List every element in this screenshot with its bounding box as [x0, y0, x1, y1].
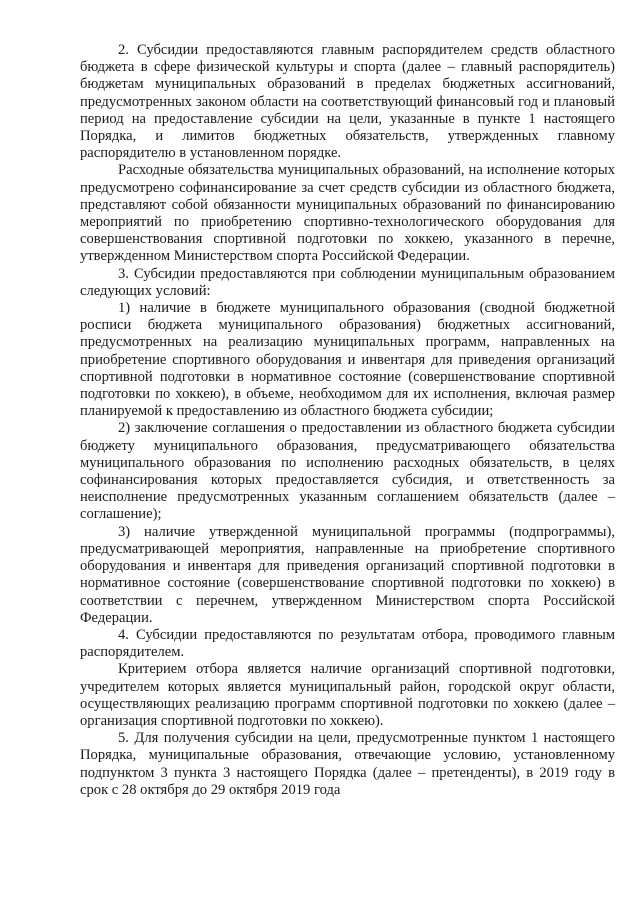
paragraph-condition-2: 2) заключение соглашения о предоставлении из областного бюджета субсидии бюджету муниципального образования, предусматривающего обязательства муниципального образования по исполнению расходных обязательств, в целях софинансирования которых предоставляется субсидия, и ответственность за неисполнение предусмотренных указанным соглашением обязательств (далее – соглашение); [80, 420, 615, 523]
paragraph-expenditure-obligations: Расходные обязательства муниципальных образований, на исполнение которых предусмотрено софинансирование за счет средств субсидии из областного бюджета, представляют собой обязанности муниципальных образований по финансированию мероприятий по приобретению спортивно-технологического оборудования для совершенствования спортивной подготовки по хоккею, указанного в перечне, утвержденном Министерством спорта Российской Федерации. [80, 162, 615, 265]
paragraph-2-subsidies-provision: 2. Субсидии предоставляются главным распорядителем средств областного бюджета в сфере физической культуры и спорта (далее – главный распорядитель) бюджетам муниципальных образований в пределах бюджетных ассигнований, предусмотренных законом области на соответствующий финансовый год и плановый период на предоставление субсидии на цели, указанные в пункте 1 настоящего Порядка, и лимитов бюджетных обязательств, утвержденных главному распорядителю в установленном порядке. [80, 42, 615, 162]
document-page [80, 42, 615, 799]
paragraph-condition-3: 3) наличие утвержденной муниципальной программы (подпрограммы), предусматривающей мероприятия, направленные на приобретение спортивного оборудования и инвентаря для приведения организаций спортивной подготовки в нормативное состояние (совершенствование спортивной подготовки по хоккею) в соответствии с перечнем, утвержденном Министерством спорта Российской Федерации. [80, 523, 615, 626]
paragraph-condition-1: 1) наличие в бюджете муниципального образования (сводной бюджетной росписи бюджета муниципального образования) бюджетных ассигнований, предусмотренных на реализацию муниципальных программ, направленных на приобретение спортивного оборудования и инвентаря для приведения организаций спортивной подготовки в нормативное состояние (совершенствование спортивной подготовки по хоккею), в объеме, необходимом для их исполнения, включая размер планируемой к предоставлению из областного бюджета субсидии; [80, 300, 615, 420]
paragraph-3-conditions: 3. Субсидии предоставляются при соблюдении муниципальным образованием следующих условий: [80, 265, 615, 299]
paragraph-4-selection: 4. Субсидии предоставляются по результатам отбора, проводимого главным распорядителем. [80, 626, 615, 661]
paragraph-5-application: 5. Для получения субсидии на цели, предусмотренные пунктом 1 настоящего Порядка, муниципальные образования, отвечающие условию, установленному подпунктом 3 пункта 3 настоящего Порядка (далее – претенденты), в 2019 году в срок с 28 октября до 29 октября 2019 года [80, 730, 615, 798]
paragraph-selection-criterion: Критерием отбора является наличие организаций спортивной подготовки, учредителем которых является муниципальный район, городской округ области, осуществляющих реализацию программ спортивной подготовки по хоккею (далее – организация спортивной подготовки по хоккею). [80, 661, 615, 729]
